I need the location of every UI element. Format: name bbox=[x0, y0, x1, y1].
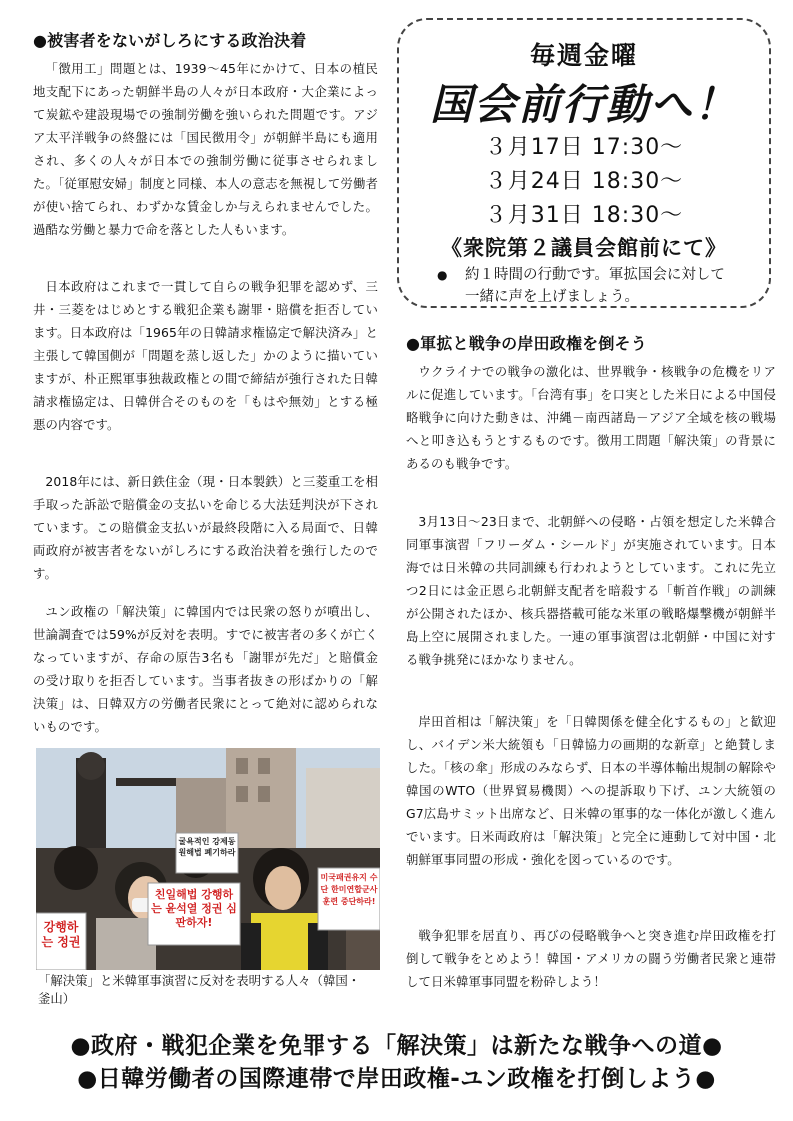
slogan-1: ●政府・戦犯企業を免罪する「解決策」は新たな戦争への道● bbox=[70, 1033, 723, 1059]
protest-scene-illustration bbox=[36, 748, 380, 970]
announcement-date-1: ３月17日 17:30～ bbox=[484, 135, 684, 160]
photo-caption: 「解決策」と米韓軍事演習に反対を表明する人々（韓国・釜山） bbox=[38, 973, 361, 1006]
right-section-heading: ●軍拡と戦争の岸田政権を倒そう bbox=[406, 334, 647, 353]
photo-sign-2: 친일해법 강행하는 윤석열 정권 심판하자! bbox=[151, 888, 237, 929]
announcement-date-3: ３月31日 18:30～ bbox=[484, 203, 684, 228]
announcement-weekday: 毎週金曜 bbox=[529, 41, 638, 70]
right-paragraph-2: 3月13日～23日まで、北朝鮮への侵略・占領を想定した米韓合同軍事演習「フリーダム・シールド」が実施されています。日本海では日米韓の共同訓練も行われようとしています。これに先立つ2日には金正恩ら北朝鮮支配者を暗殺する「斬首作戦」の訓練が公開されたほか、核兵器搭載可能な米軍の戦略爆撃機が朝鮮半島上空に展開されました。一連の軍事演習は北朝鮮・中国に対する戦争挑発にほかなりません。 bbox=[406, 514, 776, 667]
right-paragraph-1: ウクライナでの戦争の激化は、世界戦争・核戦争の危機をリアルに促進しています。「台湾有事」を口実とした米日による中国侵略戦争に向けた動きは、沖縄－南西諸島－アジア全域を核の戦場へと叩き込もうとするものです。徴用工問題「解決策」の背景にあるのも戦争です。 bbox=[406, 364, 776, 471]
photo-sign-3: 굴욕적인 강제동원해법 폐기하라 bbox=[178, 837, 236, 857]
left-paragraph-3: 2018年には、新日鉄住金（現・日本製鉄）と三菱重工を相手取った訴訟で賠償金の支払いを命じる大法廷判決が下されています。この賠償金支払いが最終段階に入る局面で、日韓両政府が被害者をないがしろにする政治決着を強行したのです。 bbox=[33, 474, 378, 581]
left-paragraph-4: ユン政権の「解決策」に韓国内では民衆の怒りが噴出し、世論調査では59%が反対を表明。すでに被害者の多くが亡くなっていますが、存命の原告3名も「謝罪が先だ」と賠償金の受け取りを拒否しています。当事者抜きの形ばかりの「解決策」は、日韓双方の労働者民衆にとって絶対に認められないものです。 bbox=[33, 604, 378, 734]
right-paragraph-4: 戦争犯罪を居直り、再びの侵略戦争へと突き進む岸田政権を打倒して戦争をとめよう！韓国・アメリカの闘う労働者民衆と連帯して日米韓軍事同盟を粉砕しよう！ bbox=[406, 928, 776, 989]
announcement-title: 国会前行動へ！ bbox=[429, 80, 738, 129]
left-paragraph-2: 日本政府はこれまで一貫して自らの戦争犯罪を認めず、三井・三菱をはじめとする戦犯企業も謝罪・賠償を拒否しています。日本政府は「1965年の日韓請求権協定で解決済み」と主張して韓国側が「問題を蒸し返した」かのように描いていますが、朴正熙軍事独裁政権との間で締結が強行された日韓請求権協定は、日韓併合そのものを「もはや無効」とする極悪の内容です。 bbox=[33, 279, 378, 432]
announcement-note bbox=[437, 264, 737, 308]
right-paragraph-3: 岸田首相は「解決策」を「日韓関係を健全化するもの」と歓迎し、バイデン米大統領も「日韓協力の画期的な新章」と絶賛しました。「核の傘」形成のみならず、日本の半導体輸出規制の解除や韓国のWTO（世界貿易機関）への提訴取り下げ、ユン大統領のG7広島サミット出席など、日米韓の軍事的な一体化が激しく進んでいます。日米両政府は「解決策」と完全に連動して対中国・北朝鮮軍事同盟の形成・強化を図っているのです。 bbox=[406, 714, 776, 867]
announcement-date-2: ３月24日 18:30～ bbox=[484, 169, 684, 194]
left-paragraph-1: 「徴用工」問題とは、1939～45年にかけて、日本の植民地支配下にあった朝鮮半島の人々が日本政府・大企業によって炭鉱や建設現場での強制労働を強いられた問題です。アジア太平洋戦争の終盤には「国民徴用令」が朝鮮半島にも適用され、多くの人々が日本での強制労働に従事させられました。「従軍慰安婦」制度と同様、本人の意志を無視して労働者が使い捨てられ、わずかな賃金しか与えられませんでした。過酷な労働と暴力で命を落とした人もいます。 bbox=[33, 61, 378, 237]
left-section-heading: ●被害者をないがしろにする政治決着 bbox=[33, 31, 307, 50]
announcement-box bbox=[397, 18, 771, 308]
photo-sign-4: 미국패권유지 수단 한미연합군사훈련 중단하라! bbox=[320, 873, 378, 906]
slogan-2: ●日韓労働者の国際連帯で岸田政権-ユン政権を打倒しよう● bbox=[77, 1066, 716, 1092]
announcement-place: 《衆院第２議員会館前にて》 bbox=[441, 236, 727, 260]
bullet-icon: ● bbox=[437, 268, 448, 282]
announcement-note-text: 約１時間の行動です。軍拡国会に対して一緒に声を上げましょう。 bbox=[465, 267, 725, 305]
photo-sign-1: 강행하는 정권 bbox=[41, 920, 81, 949]
protest-photo bbox=[36, 748, 380, 970]
